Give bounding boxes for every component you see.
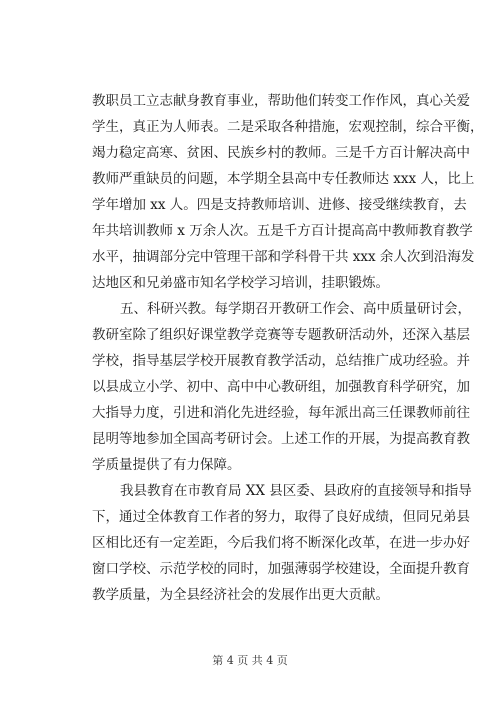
text-line: 大指导力度，引进和消化先进经验，每年派出高三任课教师前往 xyxy=(92,405,470,421)
text-line: 达地区和兄弟盛市知名学校学习培训，挂职锻炼。 xyxy=(92,275,389,291)
paragraph-2 xyxy=(92,296,471,478)
text-line: 下，通过全体教育工作者的努力，取得了良好成绩，但同兄弟县 xyxy=(92,509,470,525)
text-line: 五、科研兴教。每学期召开教研工作会、高中质量研讨会， xyxy=(120,301,471,317)
page-footer: 第 4 页 共 4 页 xyxy=(212,654,288,667)
text-line: 我县教育在市教育局 XX 县区委、县政府的直接领导和指导 xyxy=(120,483,472,499)
text-line: 年共培训教师 x 万余人次。五是千方百计提高高中教师教育教学 xyxy=(92,223,473,239)
text-line: 区相比还有一定差距，今后我们将不断深化改革，在进一步办好 xyxy=(92,535,470,551)
paragraph-3 xyxy=(92,478,472,608)
text-line: 学校，指导基层学校开展教育教学活动，总结推广成功经验。并 xyxy=(92,353,470,369)
text-line: 教师严重缺员的问题，本学期全县高中专任教师达 xxx 人，比上 xyxy=(92,171,475,187)
text-line: 昆明等地参加全国高考研讨会。上述工作的开展，为提高教育教 xyxy=(92,431,470,447)
paragraph-1 xyxy=(92,88,484,296)
text-line: 以县成立小学、初中、高中中心教研组，加强教育科学研究，加 xyxy=(92,379,470,395)
text-line: 教学质量，为全县经济社会的发展作出更大贡献。 xyxy=(92,587,389,603)
text-line: 窗口学校、示范学校的同时，加强薄弱学校建设，全面提升教育 xyxy=(92,561,470,577)
text-line: 教研室除了组织好课堂教学竞赛等专题教研活动外，还深入基层 xyxy=(92,327,470,343)
text-line: 学生，真正为人师表。二是采取各种措施，宏观控制，综合平衡， xyxy=(92,119,484,135)
text-line: 学年增加 xx 人。四是支持教师培训、进修、接受继续教育，去 xyxy=(92,197,467,213)
text-line: 竭力稳定高寒、贫困、民族乡村的教师。三是千方百计解决高中 xyxy=(92,145,470,161)
text-line: 水平，抽调部分完中管理干部和学科骨干共 xxx 余人次到沿海发 xyxy=(92,249,475,265)
text-line: 教职员工立志献身教育事业，帮助他们转变工作作风，真心关爱 xyxy=(92,93,470,109)
text-line: 学质量提供了有力保障。 xyxy=(92,457,241,473)
body-text xyxy=(92,88,484,608)
